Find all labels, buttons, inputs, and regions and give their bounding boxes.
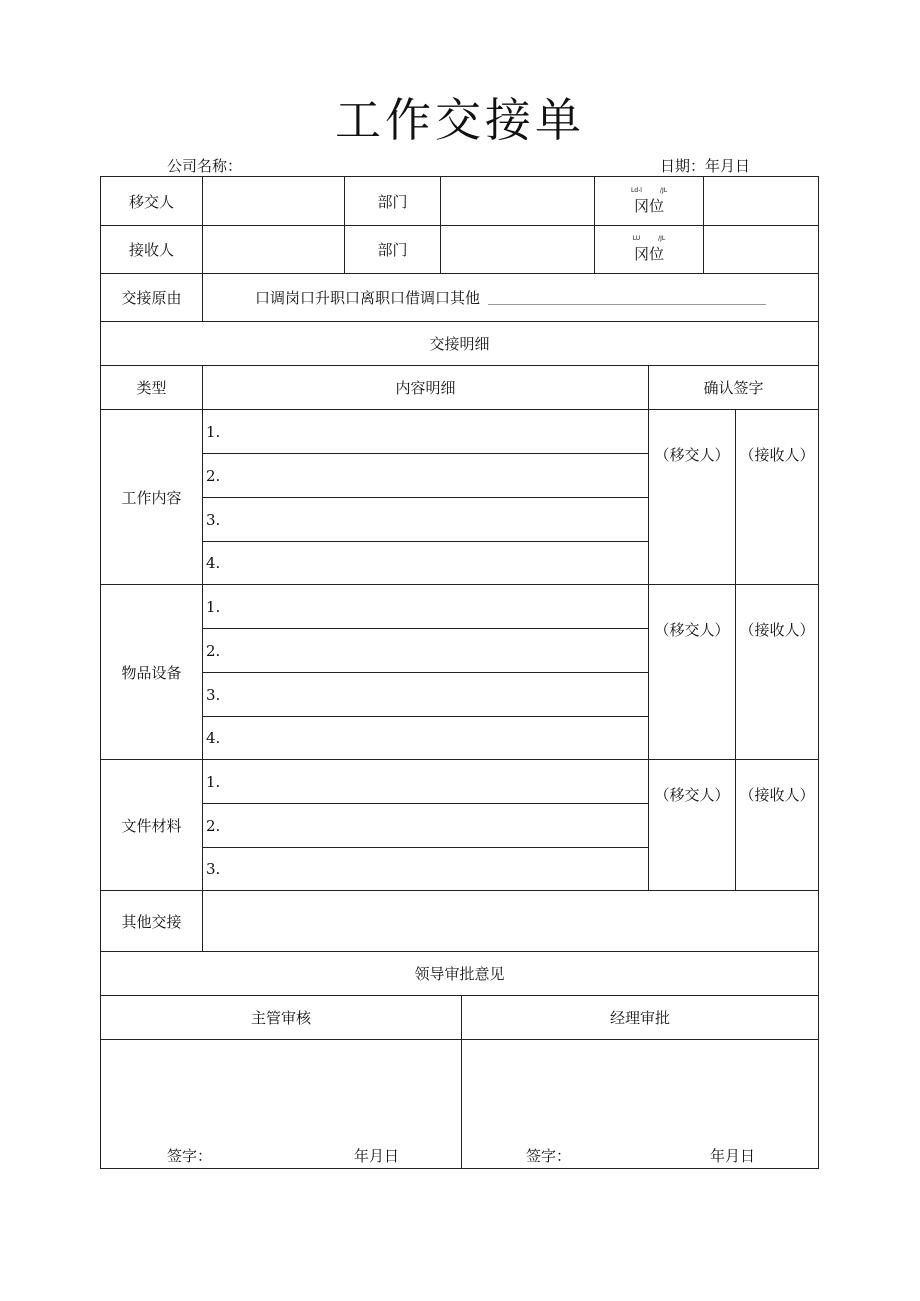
equipment-item[interactable]: 3. [202,672,649,717]
content-column-header: 内容明细 [202,365,649,410]
post-text: 冈位 [633,245,664,263]
receiver-dept-field[interactable] [440,225,595,274]
work-content-item[interactable]: 4. [202,541,649,585]
approval-section-title: 领导审批意见 [100,951,819,996]
transferor-dept-label: 部门 [344,176,441,226]
supervisor-date-label: 年月日 [353,1147,399,1165]
post-text: 冈位 [633,196,664,215]
receiver-dept-label: 部门 [344,225,441,274]
receiver-post-field[interactable] [703,225,819,274]
work-content-item[interactable]: 2. [202,453,649,498]
supervisor-review-header: 主管审核 [100,995,462,1040]
transferor-label: 移交人 [100,176,203,226]
type-column-header: 类型 [100,365,203,410]
work-transferor-sign[interactable]: （移交人） [648,409,736,585]
receiver-label: 接收人 [100,225,203,274]
post-small-text: LU [632,235,641,242]
work-content-label: 工作内容 [100,409,203,585]
manager-opinion-area[interactable] [461,1039,819,1169]
equipment-transferor-sign[interactable]: （移交人） [648,584,736,760]
equipment-item[interactable]: 2. [202,628,649,673]
manager-date-label: 年月日 [709,1147,755,1165]
work-receiver-sign[interactable]: （接收人） [735,409,819,585]
transferor-post-label [594,176,704,226]
confirm-column-header: 确认签字 [648,365,819,410]
equipment-label: 物品设备 [100,584,203,760]
date-label: 日期：年月日 [660,157,751,175]
other-handover-label: 其他交接 [100,890,203,952]
manager-approval-header: 经理审批 [461,995,819,1040]
receiver-name-field[interactable] [202,225,345,274]
documents-label: 文件材料 [100,759,203,891]
reason-options[interactable] [202,273,819,322]
work-content-item[interactable]: 1. [202,409,649,454]
supervisor-opinion-area[interactable] [100,1039,462,1169]
transferor-post-field[interactable] [703,176,819,226]
handover-table [100,176,819,1169]
transferor-name-field[interactable] [202,176,345,226]
reason-other-underline[interactable] [488,290,766,305]
reason-options-text: 口调岗口升职口离职口借调口其他 [255,289,481,307]
details-section-title: 交接明细 [100,321,819,366]
documents-item[interactable]: 1. [202,759,649,804]
supervisor-sign-label: 签字： [167,1147,213,1165]
reason-label: 交接原由 [100,273,203,322]
documents-item[interactable]: 3. [202,847,649,891]
documents-receiver-sign[interactable]: （接收人） [735,759,819,891]
manager-sign-label: 签字： [526,1147,572,1165]
receiver-post-label [594,225,704,274]
company-name-label: 公司名称： [167,157,243,175]
post-small-text: /JL [658,235,666,242]
documents-transferor-sign[interactable]: （移交人） [648,759,736,891]
documents-item[interactable]: 2. [202,803,649,848]
form-title: 工作交接单 [335,93,585,147]
equipment-item[interactable]: 4. [202,716,649,760]
equipment-item[interactable]: 1. [202,584,649,629]
post-small-text: /JL [659,186,668,194]
equipment-receiver-sign[interactable]: （接收人） [735,584,819,760]
work-content-item[interactable]: 3. [202,497,649,542]
other-handover-field[interactable] [202,890,819,952]
transferor-dept-field[interactable] [440,176,595,226]
post-small-text: Ld-l [630,186,642,194]
